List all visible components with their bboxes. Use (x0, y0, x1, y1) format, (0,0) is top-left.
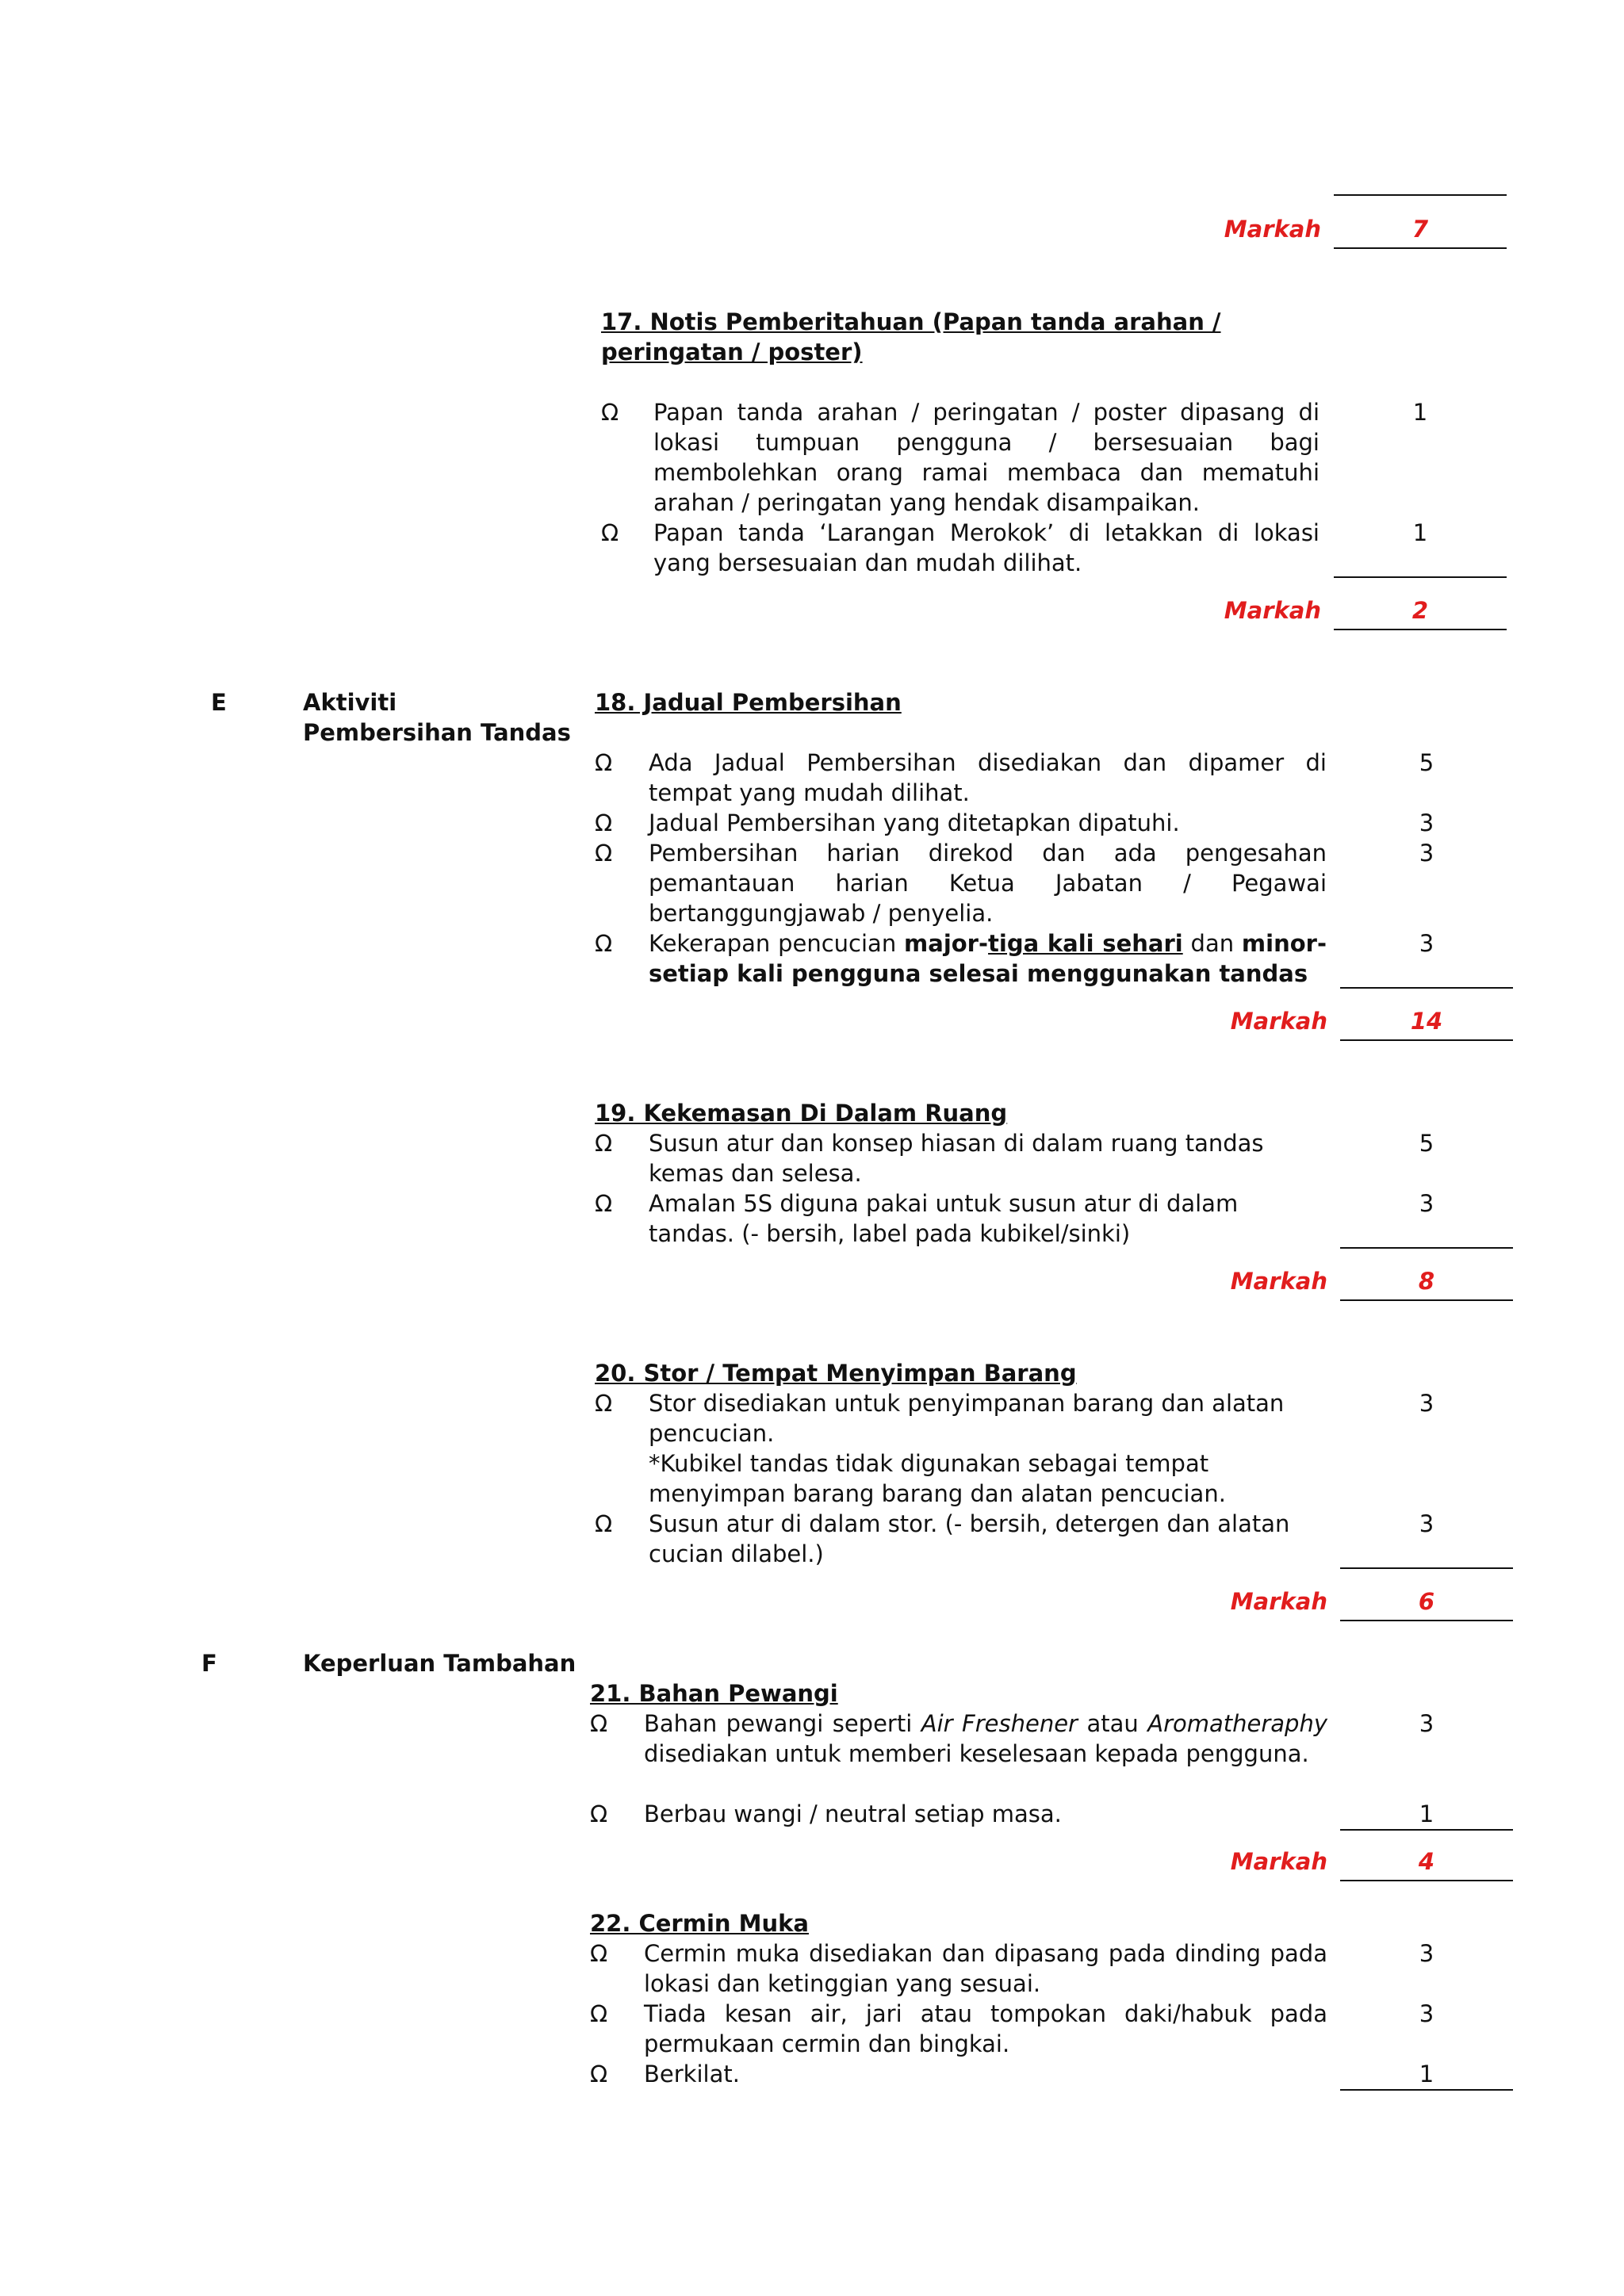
item-22-score-1: 3 (1419, 1940, 1434, 1967)
score-rule (1334, 194, 1507, 196)
item-18-score-2: 3 (1419, 809, 1434, 836)
section-e-title: Aktiviti Pembersihan Tandas (303, 689, 571, 746)
text-bold: setiap kali pengguna selesai menggunakan tandas (649, 960, 1308, 987)
score-rule (1340, 987, 1513, 989)
item-21-point-1 (644, 1709, 1327, 1769)
item-20-point-2: Susun atur di dalam stor. (- bersih, detergen dan alatan cucian dilabel.) (649, 1510, 1290, 1567)
omega-bullet: Ω (595, 1390, 613, 1417)
omega-bullet: Ω (595, 1190, 613, 1217)
item-21-score-2: 1 (1419, 1800, 1434, 1827)
omega-bullet: Ω (601, 399, 619, 426)
item-20-title: 20. Stor / Tempat Menyimpan Barang (595, 1360, 1077, 1387)
item-21-point-2: Berbau wangi / neutral setiap masa. (644, 1800, 1062, 1827)
omega-bullet: Ω (595, 1130, 613, 1157)
item-17-score-2: 1 (1412, 519, 1428, 546)
score-rule (1340, 2089, 1513, 2091)
item-18-markah-value: 14 (1340, 1006, 1513, 1041)
omega-bullet: Ω (590, 2000, 608, 2027)
item-18-score-1: 5 (1419, 749, 1434, 776)
item-19-point-2: Amalan 5S diguna pakai untuk susun atur di dalam tandas. (- bersih, label pada kubikel/sinki) (649, 1190, 1239, 1247)
item-19-score-1: 5 (1419, 1130, 1434, 1157)
text-bold: minor- (1241, 930, 1327, 957)
omega-bullet: Ω (595, 1510, 613, 1537)
item-18-score-3: 3 (1419, 840, 1434, 867)
text-run: dan (1182, 930, 1242, 957)
item-17-markah-value: 2 (1334, 595, 1507, 630)
item-18-score-4: 3 (1419, 930, 1434, 957)
score-rule (1340, 1247, 1513, 1249)
omega-bullet: Ω (595, 809, 613, 836)
item-20-score-2: 3 (1419, 1510, 1434, 1537)
item-22-point-3: Berkilat. (644, 2061, 740, 2087)
omega-bullet: Ω (590, 1800, 608, 1827)
markah-label: Markah (1230, 1848, 1327, 1875)
markah-label: Markah (1224, 216, 1321, 243)
item-19-title: 19. Kekemasan Di Dalam Ruang (595, 1100, 1008, 1127)
item-22-point-2: Tiada kesan air, jari atau tompokan daki/habuk pada permukaan cermin dan bingkai. (644, 2000, 1327, 2057)
item-17-title: 17. Notis Pemberitahuan (Papan tanda arahan / peringatan / poster) (601, 308, 1221, 365)
item-18-point-2: Jadual Pembersihan yang ditetapkan dipatuhi. (649, 809, 1180, 836)
omega-bullet: Ω (595, 930, 613, 957)
text-italic: Aromatheraphy (1147, 1710, 1327, 1737)
score-rule (1340, 1567, 1513, 1569)
item-19-markah-value: 8 (1340, 1266, 1513, 1301)
item-17-point-1: Papan tanda arahan / peringatan / poster dipasang di lokasi tumpuan pengguna / bersesuaian bagi membolehkan orang ramai membaca dan mematuhi arahan / peringatan yang hendak disampaikan. (653, 399, 1320, 516)
item-17-point-2: Papan tanda ‘Larangan Merokok’ di letakkan di lokasi yang bersesuaian dan mudah dilihat. (653, 519, 1320, 576)
text-bold: major- (904, 930, 989, 957)
section-e-letter: E (211, 689, 227, 716)
markah-label: Markah (1230, 1268, 1327, 1295)
omega-bullet: Ω (595, 749, 613, 776)
omega-bullet: Ω (590, 1710, 608, 1737)
item-22-point-1: Cermin muka disediakan dan dipasang pada dinding pada lokasi dan ketinggian yang sesuai. (644, 1940, 1327, 1997)
text-run: disediakan untuk memberi keselesaan kepada pengguna. (644, 1740, 1309, 1767)
text-run: Kekerapan pencucian (649, 930, 905, 957)
markah-label: Markah (1230, 1588, 1327, 1615)
item-20-score-1: 3 (1419, 1390, 1434, 1417)
item-18-point-3: Pembersihan harian direkod dan ada pengesahan pemantauan harian Ketua Jabatan / Pegawai bertanggungjawab / penyelia. (649, 840, 1327, 927)
item-21-title: 21. Bahan Pewangi (590, 1680, 838, 1707)
item-17-score-1: 1 (1412, 399, 1428, 426)
omega-bullet: Ω (590, 1940, 608, 1967)
omega-bullet: Ω (590, 2061, 608, 2087)
score-rule (1340, 1829, 1513, 1831)
omega-bullet: Ω (601, 519, 619, 546)
item-21-score-1: 3 (1419, 1710, 1434, 1737)
text-bold-underline: tiga kali sehari (988, 930, 1183, 957)
item-21-markah-value: 4 (1340, 1846, 1513, 1881)
item-18-title: 18. Jadual Pembersihan (595, 689, 902, 716)
item-19-score-2: 3 (1419, 1190, 1434, 1217)
section-f-title: Keperluan Tambahan (303, 1650, 576, 1677)
item-22-score-3: 1 (1419, 2061, 1434, 2087)
item-18-point-1: Ada Jadual Pembersihan disediakan dan dipamer di tempat yang mudah dilihat. (649, 749, 1327, 806)
item-20-point-1-note: *Kubikel tandas tidak digunakan sebagai tempat menyimpan barang barang dan alatan pencucian. (649, 1450, 1226, 1507)
markah-value: 7 (1334, 214, 1507, 249)
markah-label: Markah (1230, 1008, 1327, 1035)
item-19-point-1: Susun atur dan konsep hiasan di dalam ruang tandas kemas dan selesa. (649, 1130, 1264, 1187)
text-run: Bahan pewangi seperti (644, 1710, 921, 1737)
item-22-score-2: 3 (1419, 2000, 1434, 2027)
section-f-letter: F (201, 1650, 217, 1677)
item-20-point-1-text: Stor disediakan untuk penyimpanan barang dan alatan pencucian. (649, 1390, 1285, 1447)
score-rule (1334, 576, 1507, 578)
markah-label: Markah (1224, 597, 1321, 624)
item-20-point-1 (649, 1388, 1331, 1509)
item-18-point-4 (649, 928, 1327, 989)
text-run: atau (1077, 1710, 1148, 1737)
item-20-markah-value: 6 (1340, 1586, 1513, 1621)
item-22-title: 22. Cermin Muka (590, 1910, 809, 1937)
omega-bullet: Ω (595, 840, 613, 867)
text-italic: Air Freshener (921, 1710, 1078, 1737)
